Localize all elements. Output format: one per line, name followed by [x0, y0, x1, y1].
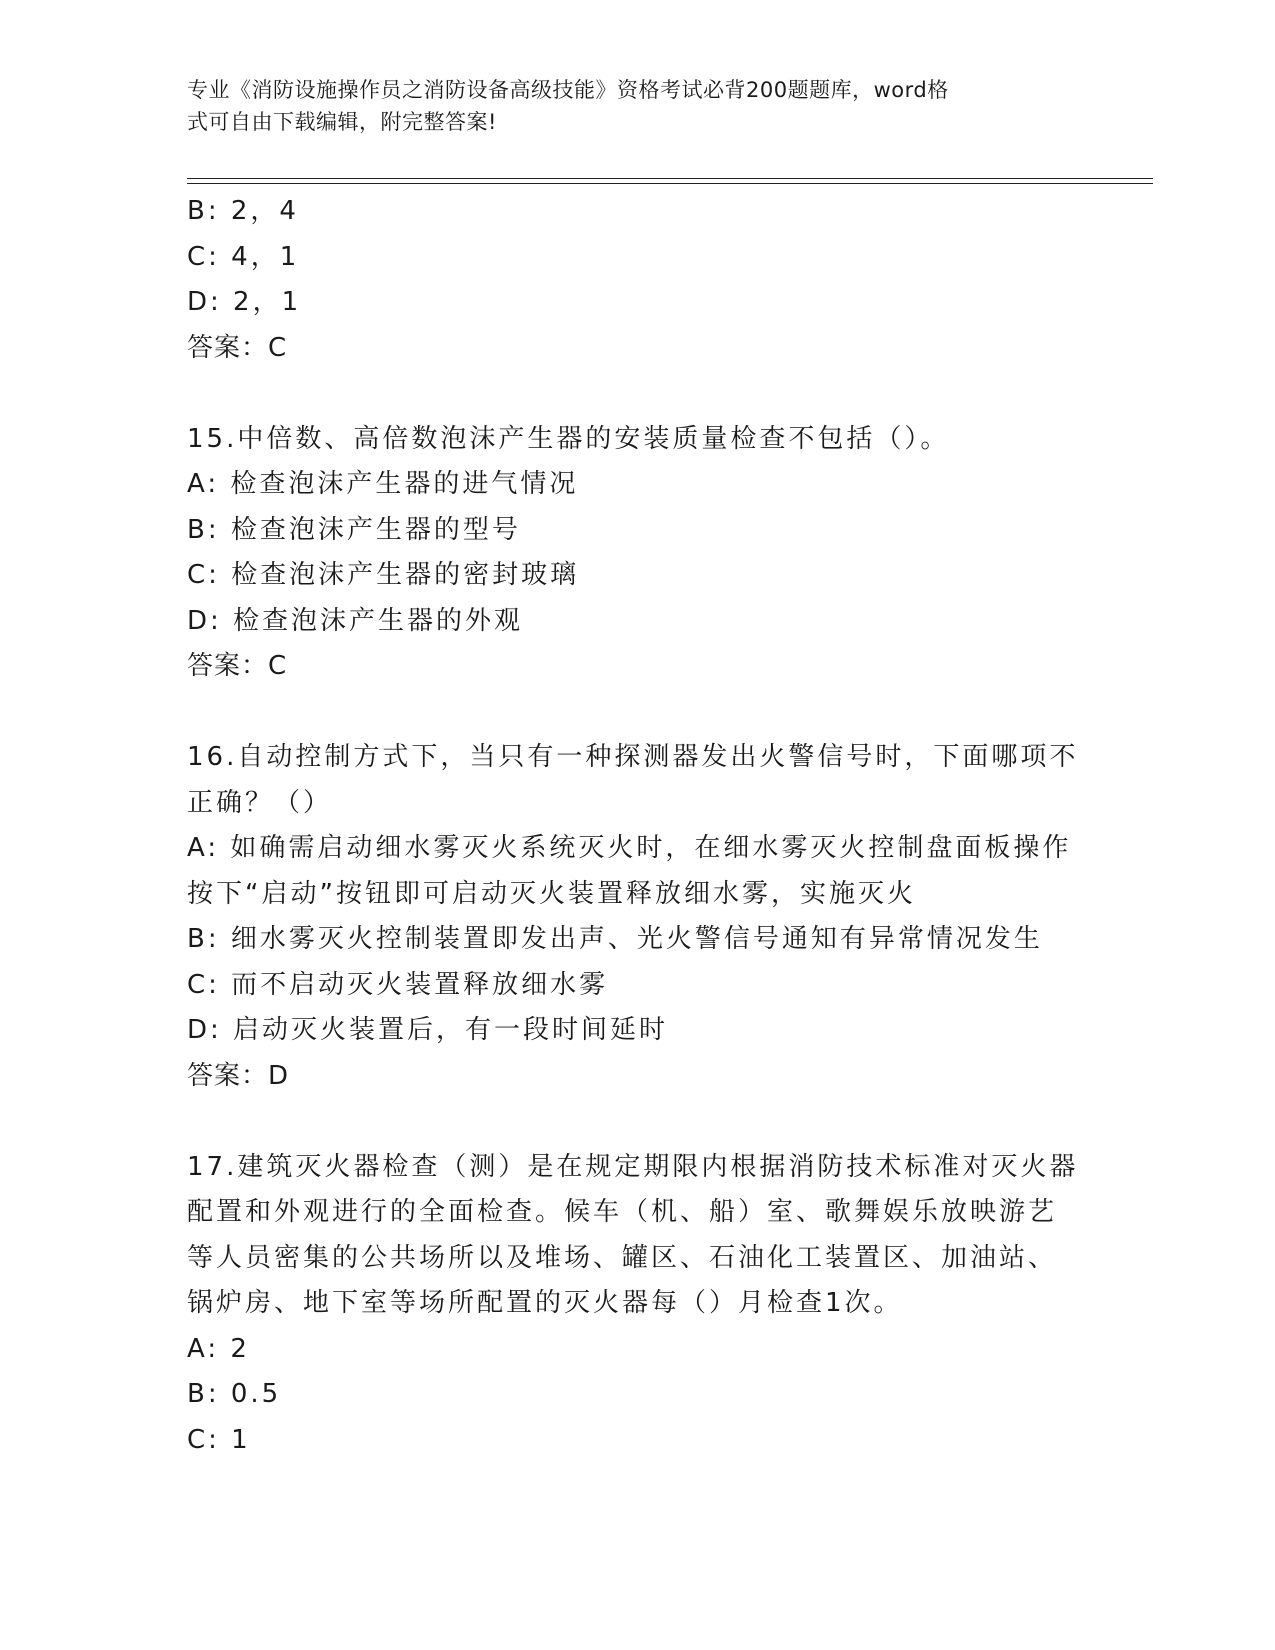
question-text-line-3: 等人员密集的公共场所以及堆场、罐区、石油化工装置区、加油站、 [187, 1242, 1058, 1273]
option-a-line-2: 按下“启动”按钮即可启动灭火装置释放细水雾，实施灭火 [187, 878, 916, 909]
answer: 答案：D [187, 1060, 290, 1091]
question-text-line-1: 17.建筑灭火器检查（测）是在规定期限内根据消防技术标准对灭火器 [187, 1151, 1079, 1182]
question-text-line-1: 16.自动控制方式下，当只有一种探测器发出火警信号时，下面哪项不 [187, 742, 1079, 772]
spacer [187, 690, 1087, 736]
header-line-1: 专业《消防设施操作员之消防设备高级技能》资格考试必背200题题库，word格 [187, 78, 949, 102]
answer: 答案：C [187, 332, 288, 363]
option-d: D: 启动灭火装置后，有一段时间延时 [187, 1015, 669, 1045]
header-line-2: 式可自由下载编辑，附完整答案! [187, 110, 497, 134]
option-b: B: 0.5 [187, 1379, 282, 1409]
document-header [187, 74, 1067, 138]
question-text-line-2: 配置和外观进行的全面检查。候车（机、船）室、歌舞娱乐放映游艺 [187, 1197, 1058, 1227]
option-b: B: 2，4 [187, 196, 299, 226]
spacer [187, 1099, 1087, 1145]
header-divider-bottom [187, 183, 1153, 184]
option-a: A: 2 [187, 1333, 250, 1364]
question-text-line-4: 锅炉房、地下室等场所配置的灭火器每（）月检查1次。 [187, 1288, 903, 1318]
header-divider-top [187, 178, 1153, 179]
question-text: 15.中倍数、高倍数泡沫产生器的安装质量检查不包括（）。 [187, 423, 950, 454]
option-b: B: 细水雾灭火控制装置即发出声、光火警信号通知有异常情况发生 [187, 924, 1043, 954]
option-c: C: 4，1 [187, 241, 300, 272]
document-body [187, 189, 1087, 1463]
answer: 答案：C [187, 651, 288, 681]
option-c: C: 1 [187, 1424, 251, 1455]
question-14-tail [187, 189, 1087, 371]
option-a-line-1: A: 如确需启动细水雾灭火系统灭火时，在细水雾灭火控制盘面板操作 [187, 833, 1072, 863]
question-17 [187, 1145, 1087, 1464]
question-15 [187, 417, 1087, 690]
option-d: D: 检查泡沫产生器的外观 [187, 605, 524, 636]
question-text-line-2: 正确？（） [187, 787, 333, 818]
question-16 [187, 735, 1087, 1099]
option-d: D: 2，1 [187, 287, 302, 317]
option-b: B: 检查泡沫产生器的型号 [187, 514, 521, 545]
option-c: C: 检查泡沫产生器的密封玻璃 [187, 560, 580, 590]
spacer [187, 371, 1087, 417]
option-c: C: 而不启动灭火装置释放细水雾 [187, 969, 609, 1000]
option-a: A: 检查泡沫产生器的进气情况 [187, 469, 579, 499]
